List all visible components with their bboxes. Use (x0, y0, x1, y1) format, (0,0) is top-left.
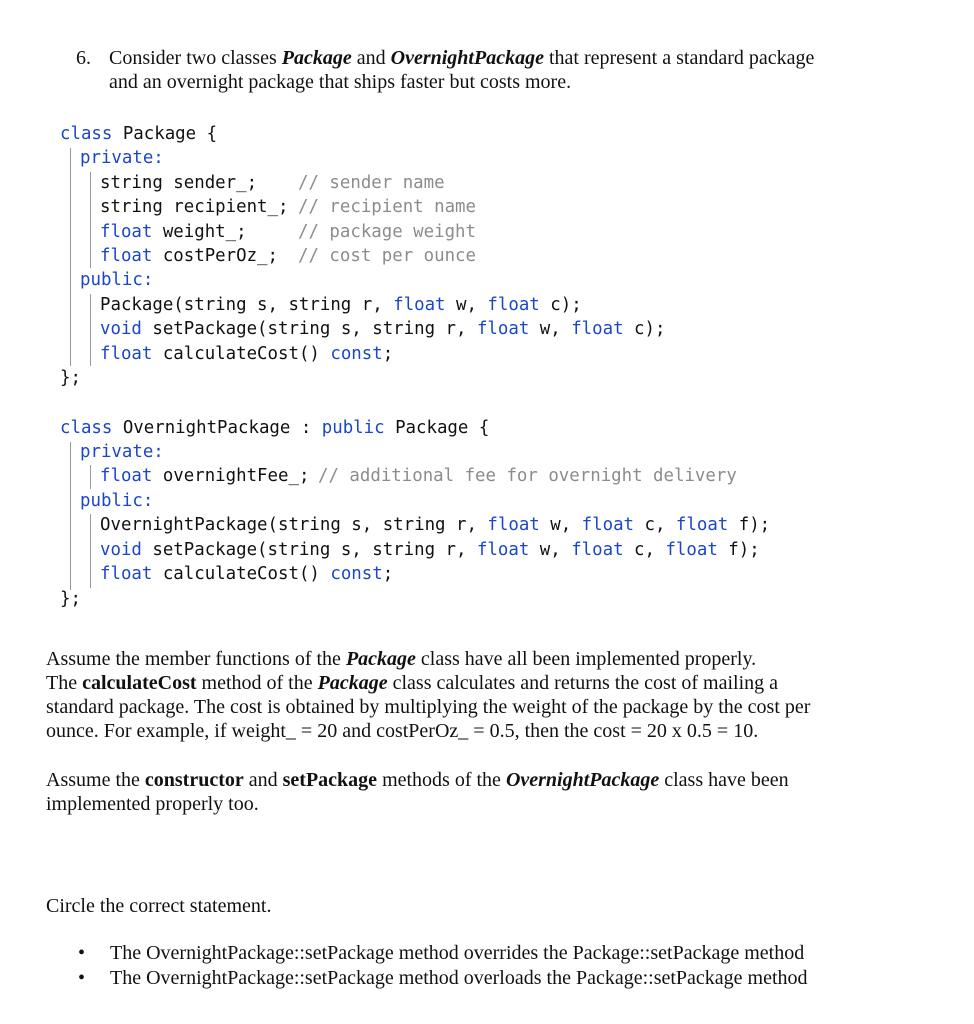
code-comment: // cost per ounce (298, 246, 476, 266)
question-text (109, 46, 869, 94)
paragraph-calculate-cost: Assume the member functions of the Package class have all been implemented properly. The calculateCost method of the Package class calculates and returns the cost of mailing a standard package. The cost is obtained by multiplying the weight of the package by the cost per ounce. For example, if weight_ = 20 and costPerOz_ = 0.5, then the cost = 20 x 0.5 = 10. (46, 648, 811, 742)
indent-guide (90, 172, 91, 268)
code-line: private: (80, 442, 164, 462)
indent-guide (90, 465, 91, 489)
question-line-2: and an overnight package that ships faster but costs more. (109, 71, 572, 93)
code-line: }; (60, 589, 81, 609)
code-line: OvernightPackage(string s, string r, float w, float c, float f); (100, 515, 771, 535)
code-line: float costPerOz_; (100, 246, 278, 266)
question-line-1: Consider two classes Package and OvernightPackage that represent a standard package (109, 47, 815, 69)
code-comment: // recipient name (298, 197, 476, 217)
code-line: }; (60, 368, 81, 388)
code-line: float overnightFee_; (100, 466, 310, 486)
code-comment: // package weight (298, 222, 476, 242)
option-overrides[interactable]: The OvernightPackage::setPackage method overrides the Package::setPackage method (110, 942, 805, 964)
paragraph-constructor: Assume the constructor and setPackage methods of the OvernightPackage class have been implemented properly too. (46, 769, 789, 815)
code-line: class Package { (60, 124, 218, 144)
code-line: float calculateCost() const; (100, 564, 394, 584)
indent-guide (70, 148, 71, 366)
question-number: 6. (76, 47, 91, 69)
code-line: class OvernightPackage : public Package { (60, 418, 490, 438)
code-comment: // additional fee for overnight delivery (318, 466, 737, 486)
code-line: string recipient_; (100, 197, 289, 217)
code-comment: // sender name (298, 173, 445, 193)
code-line: Package(string s, string r, float w, float c); (100, 295, 582, 315)
class-name-overnight-package: OvernightPackage (390, 47, 544, 69)
code-line: void setPackage(string s, string r, float w, float c); (100, 319, 666, 339)
code-line: public: (80, 270, 154, 290)
option-overloads[interactable]: The OvernightPackage::setPackage method overloads the Package::setPackage method (110, 967, 808, 989)
code-line: string sender_; (100, 173, 258, 193)
indent-guide (90, 294, 91, 366)
bullet-icon: • (78, 967, 86, 989)
code-line: public: (80, 491, 154, 511)
instruction-text: Circle the correct statement. (46, 895, 272, 917)
code-line: private: (80, 148, 164, 168)
class-name-package: Package (281, 47, 352, 69)
code-line: float weight_; (100, 222, 247, 242)
indent-guide (70, 442, 71, 590)
code-line: void setPackage(string s, string r, float w, float c, float f); (100, 540, 760, 560)
code-line: float calculateCost() const; (100, 344, 394, 364)
bullet-icon: • (78, 942, 86, 964)
indent-guide (90, 514, 91, 588)
